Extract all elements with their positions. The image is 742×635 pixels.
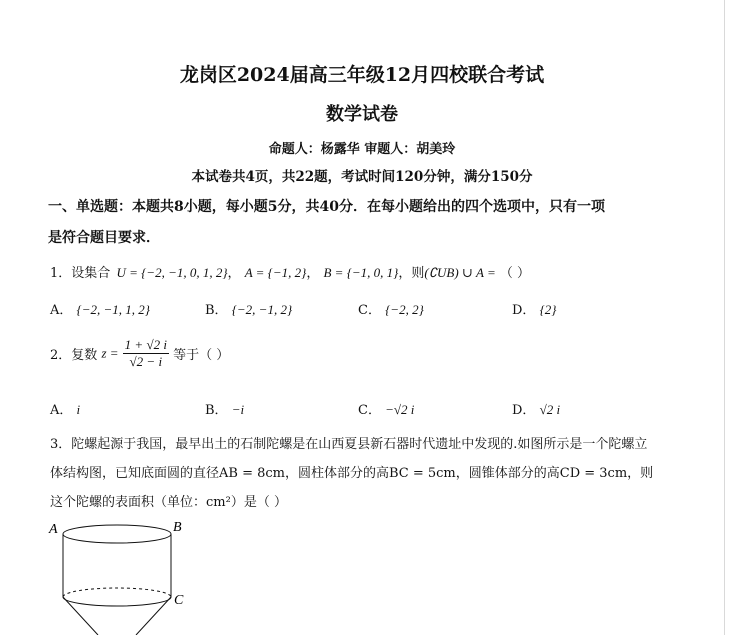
- q2-fraction: [123, 337, 169, 370]
- q1-set-u: U = {−2, −1, 0, 1, 2}: [116, 265, 228, 280]
- section-heading-line1: 一、单选题：本题共8小题，每小题5分，共40分．在每小题给出的四个选项中，只有一项: [48, 199, 605, 215]
- q1-then: ，则: [398, 266, 425, 281]
- top-ellipse: [63, 525, 171, 543]
- q1-stem: 1．设集合 U = {−2, −1, 0, 1, 2}， A = {−1, 2}， B = {−1, 0, 1}，则(∁UB) ∪ A = （ ）: [50, 265, 531, 281]
- cone-left-edge: [63, 597, 98, 635]
- exam-info: 本试卷共4页，共22题，考试时间120分钟，满分150分: [191, 169, 533, 185]
- q1-blank: （ ）: [499, 266, 531, 281]
- q2-stem: [50, 337, 229, 370]
- label-a: A: [49, 522, 58, 537]
- q2-denominator: √2 − i: [129, 354, 163, 369]
- q2-option-a[interactable]: A． i: [50, 402, 81, 418]
- q2-variable: z =: [101, 345, 119, 361]
- page-edge: [724, 0, 725, 635]
- q2-suffix: 等于（ ）: [173, 348, 230, 363]
- q1-option-d[interactable]: D． {2}: [512, 302, 557, 318]
- bottom-front-arc: [63, 597, 171, 606]
- q1-option-a[interactable]: A． {−2, −1, 1, 2}: [50, 302, 150, 318]
- q1-option-c[interactable]: C． {−2, 2}: [358, 302, 424, 318]
- q2-option-b[interactable]: B． −i: [205, 402, 245, 418]
- q1-option-b[interactable]: B． {−2, −1, 2}: [205, 302, 293, 318]
- q1-expression: (∁UB) ∪ A =: [424, 265, 496, 280]
- exam-subject: 数学试卷: [326, 104, 398, 125]
- q2-prefix: 复数: [71, 348, 98, 363]
- q1-prefix: 设集合: [71, 266, 111, 281]
- q2-number: 2．: [50, 348, 72, 363]
- label-c: C: [174, 593, 184, 608]
- q2-option-d[interactable]: D． √2 i: [512, 402, 561, 418]
- q1-set-a: A = {−1, 2}: [244, 265, 307, 280]
- exam-authors: 命题人：杨露华 审题人：胡美玲: [268, 142, 456, 157]
- q1-number: 1．: [50, 266, 72, 281]
- q1-set-b: B = {−1, 0, 1}: [323, 265, 399, 280]
- q3-line3: 这个陀螺的表面积（单位：cm²）是（ ）: [50, 495, 287, 510]
- q2-option-c[interactable]: C． −√2 i: [358, 402, 415, 418]
- label-b: B: [173, 520, 182, 535]
- exam-title: 龙岗区2024届高三年级12月四校联合考试: [179, 64, 545, 86]
- bottom-back-arc: [63, 588, 171, 597]
- section-heading-line2: 是符合题目要求．: [48, 230, 160, 246]
- q3-line2: 体结构图，已知底面圆的直径AB = 8cm，圆柱体部分的高BC = 5cm，圆锥体部分的高CD = 3cm，则: [50, 466, 654, 481]
- q3-spinning-top-figure: [40, 512, 200, 635]
- q3-line1: 3．陀螺起源于我国，最早出土的石制陀螺是在山西夏县新石器时代遗址中发现的.如图所示是一个陀螺立: [50, 437, 648, 452]
- cone-right-edge: [136, 597, 171, 635]
- q2-numerator: 1 + √2 i: [124, 337, 167, 352]
